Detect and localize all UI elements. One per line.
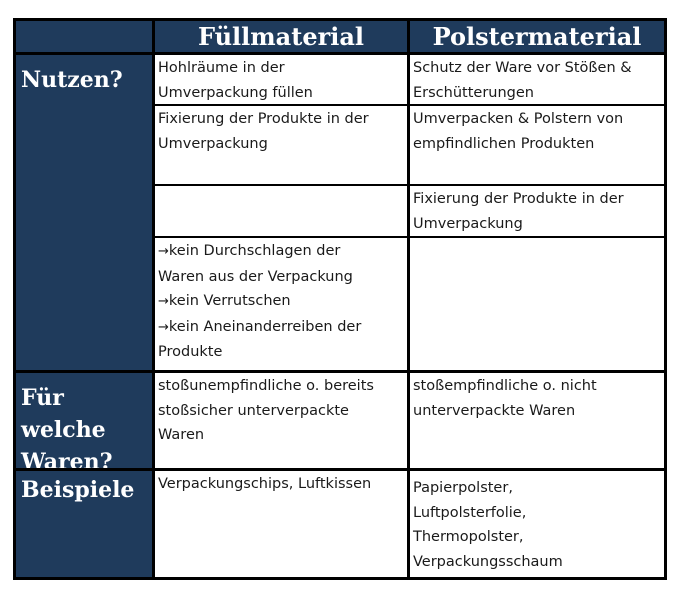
nutzen-row1-polster (410, 55, 664, 104)
waren-fuell (155, 373, 407, 468)
row-header-beispiele: Beispiele (16, 471, 152, 577)
cell-line: Thermopolster, (413, 529, 524, 545)
cell-line: Produkte (158, 344, 223, 360)
cell-line: Luftpolsterfolie, (413, 504, 527, 521)
cell-line: Verpackungschips, Luftkissen (158, 476, 372, 492)
header-corner (16, 21, 152, 52)
cell-line: empfindlichen Produkten (413, 135, 595, 152)
header-polstermaterial: Polstermaterial (410, 21, 664, 52)
beispiele-polster (410, 471, 664, 577)
cell-line: Schutz der Ware vor Stößen & (413, 60, 632, 76)
row-header-line: Waren? (21, 449, 113, 468)
cell-line (158, 315, 407, 341)
nutzen-row2-fuell (155, 106, 407, 184)
arrow-right-icon: → (158, 244, 169, 259)
row-header-waren (16, 373, 152, 468)
cell-line: Umverpacken & Polstern von (413, 111, 624, 127)
cell-line: Waren (158, 427, 205, 443)
cell-line (158, 239, 407, 265)
cell-line-text: kein Durchschlagen der (168, 243, 341, 259)
cell-line: Verpackungsschaum (413, 553, 563, 570)
cell-line: Waren aus der Verpackung (158, 268, 353, 285)
cell-line: Papierpolster, (413, 480, 513, 496)
cell-line: Fixierung der Produkte in der (158, 111, 369, 127)
beispiele-fuell (155, 471, 407, 577)
cell-line: stoßempfindliche o. nicht (413, 378, 597, 394)
comparison-table (13, 18, 667, 580)
cell-line: Umverpackung (413, 215, 523, 232)
nutzen-row3-fuell (155, 186, 407, 236)
cell-line: Hohlräume in der (158, 60, 285, 76)
cell-line: Erschütterungen (413, 84, 534, 101)
header-fuellmaterial: Füllmaterial (155, 21, 407, 52)
arrow-right-icon: → (158, 294, 169, 309)
cell-line: Umverpackung füllen (158, 84, 313, 101)
waren-polster (410, 373, 664, 468)
nutzen-row2-polster (410, 106, 664, 184)
cell-line (158, 289, 407, 315)
cell-line: stoßsicher unterverpackte (158, 402, 349, 419)
cell-line: Umverpackung (158, 135, 268, 152)
cell-line: stoßunempfindliche o. bereits (158, 378, 374, 394)
cell-line: unterverpackte Waren (413, 402, 576, 419)
cell-line: Fixierung der Produkte in der (413, 191, 624, 207)
nutzen-row3-polster (410, 186, 664, 236)
row-header-line: Für (21, 385, 64, 411)
arrow-right-icon: → (158, 319, 169, 335)
cell-line-text: kein Verrutschen (168, 293, 291, 309)
row-header-nutzen: Nutzen? (16, 55, 152, 370)
nutzen-row4-fuell (155, 238, 407, 370)
nutzen-row4-polster (410, 238, 664, 370)
nutzen-row1-fuell (155, 55, 407, 104)
cell-line-text: kein Aneinanderreiben der (168, 318, 362, 335)
row-header-line: welche (21, 417, 106, 443)
